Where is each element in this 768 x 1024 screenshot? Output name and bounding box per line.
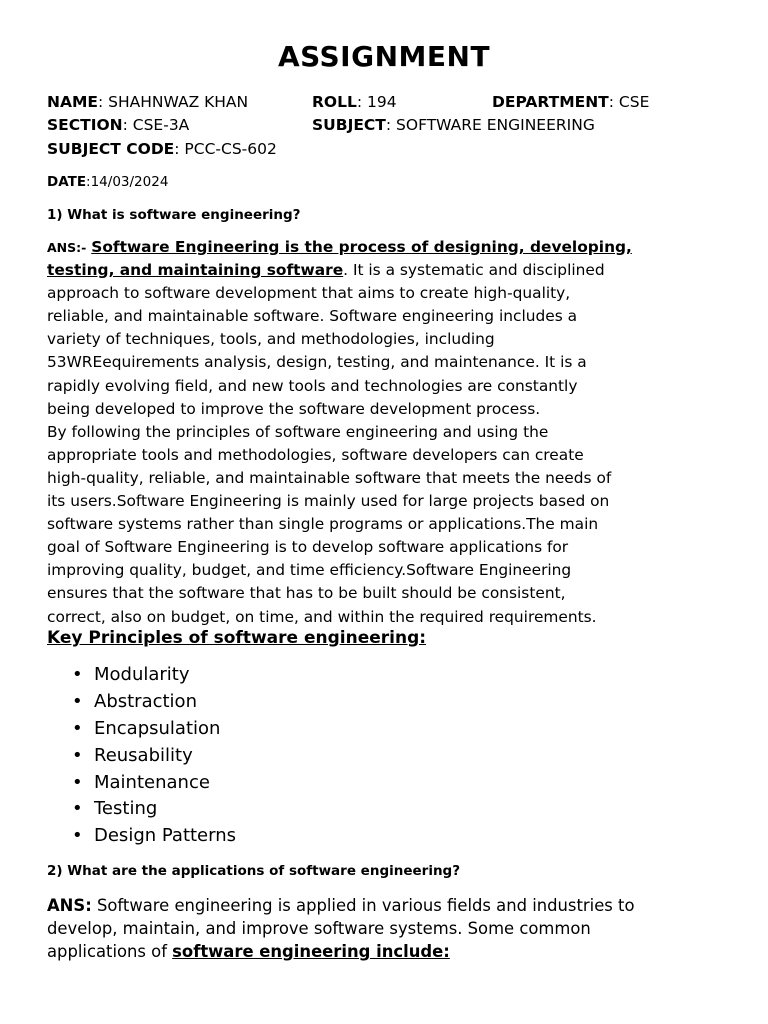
answer-1-emphasis: Software Engineering is the process of designing, developing, xyxy=(91,238,632,256)
answer-1-line xyxy=(47,536,727,559)
bullet-icon: • xyxy=(72,690,83,712)
principle-label: Reusability xyxy=(94,744,193,766)
principle-label: Maintenance xyxy=(94,771,210,793)
subject-value: : SOFTWARE ENGINEERING xyxy=(385,116,595,134)
answer-1-text: reliable, and maintainable software. Software engineering includes a xyxy=(47,307,578,326)
answer-1-text: appropriate tools and methodologies, software developers can create xyxy=(47,445,584,464)
answer-1-text: correct, also on budget, on time, and within the required requirements. xyxy=(47,607,597,626)
bullet-icon: • xyxy=(72,664,83,685)
question-1-number: 1) xyxy=(47,207,63,223)
answer-1-line xyxy=(47,351,727,374)
department-value: : CSE xyxy=(608,93,650,111)
question-2-number: 2) xyxy=(47,863,63,879)
answer-1-label: ANS:- xyxy=(47,240,87,255)
section-field xyxy=(47,116,189,134)
principle-item xyxy=(72,689,236,716)
roll-value: : 194 xyxy=(356,93,397,111)
answer-1-text: being developed to improve the software development process. xyxy=(47,399,541,418)
principle-label: Encapsulation xyxy=(94,717,221,739)
bullet-icon: • xyxy=(72,771,83,793)
question-2-text: What are the applications of software engineering? xyxy=(67,863,461,879)
subject-field xyxy=(312,116,595,134)
subject-label: SUBJECT xyxy=(312,116,386,134)
principle-label: Abstraction xyxy=(94,690,197,712)
principle-label: Design Patterns xyxy=(94,825,237,847)
principle-item xyxy=(72,662,236,689)
name-field xyxy=(47,93,248,111)
answer-1-text: improving quality, budget, and time efficiency.Software Engineering xyxy=(47,561,572,580)
name-label: NAME xyxy=(47,93,98,111)
name-value: : SHAHNWAZ KHAN xyxy=(97,93,249,111)
answer-1-text: software systems rather than single programs or applications.The main xyxy=(47,515,599,534)
answer-1-line xyxy=(47,490,727,513)
bullet-icon: • xyxy=(72,825,83,847)
bullet-icon: • xyxy=(72,744,83,766)
answer-1-line xyxy=(47,582,727,605)
answer-1-line xyxy=(47,467,727,490)
roll-label: ROLL xyxy=(312,93,357,111)
section-value: : CSE-3A xyxy=(122,116,190,134)
answer-1-text: approach to software development that aims to create high-quality, xyxy=(47,284,571,303)
answer-1-line xyxy=(47,305,727,328)
subject-code-field xyxy=(47,140,277,158)
question-2 xyxy=(47,863,460,879)
principle-item xyxy=(72,716,236,743)
answer-1-line xyxy=(47,375,727,398)
answer-2-line-1-text: Software engineering is applied in various fields and industries to xyxy=(91,896,635,915)
section-label: SECTION xyxy=(47,116,123,134)
answer-1-line xyxy=(47,444,727,467)
principle-label: Modularity xyxy=(94,664,190,685)
answer-1-line xyxy=(47,513,727,536)
question-1 xyxy=(47,207,301,223)
answer-1-text: By following the principles of software engineering and using the xyxy=(47,422,549,441)
bullet-icon: • xyxy=(72,717,83,739)
principle-item xyxy=(72,743,236,770)
principle-item xyxy=(72,770,236,797)
answer-2-line-3-text: applications of xyxy=(47,942,173,962)
question-1-text: What is software engineering? xyxy=(67,207,301,223)
date-field xyxy=(47,174,168,190)
answer-2-line-2: develop, maintain, and improve software systems. Some common xyxy=(47,919,591,939)
principles-heading: Key Principles of software engineering: xyxy=(47,628,427,648)
answer-1-text: . It is a systematic and disciplined xyxy=(343,261,605,280)
answer-2-paragraph xyxy=(47,894,727,963)
subject-code-label: SUBJECT CODE xyxy=(47,140,175,158)
answer-1-paragraph xyxy=(47,236,727,629)
answer-1-line xyxy=(47,328,727,351)
subject-code-value: : PCC-CS-602 xyxy=(174,140,277,158)
page-title: ASSIGNMENT xyxy=(277,40,491,73)
principle-item xyxy=(72,823,236,850)
principle-label: Testing xyxy=(94,798,158,820)
answer-2-line-3 xyxy=(47,940,727,963)
answer-1-line xyxy=(47,282,727,305)
answer-1-text: rapidly evolving field, and new tools and technologies are constantly xyxy=(47,376,578,395)
answer-2-label: ANS: xyxy=(47,896,92,915)
answer-2-line-1 xyxy=(47,894,727,917)
date-value: :14/03/2024 xyxy=(86,174,169,190)
answer-1-text: variety of techniques, tools, and methodologies, including xyxy=(47,330,495,349)
date-label: DATE xyxy=(47,174,87,190)
department-field xyxy=(492,93,649,111)
answer-1-line xyxy=(47,559,727,582)
roll-field xyxy=(312,93,397,111)
department-label: DEPARTMENT xyxy=(492,93,609,111)
answer-1-text: its users.Software Engineering is mainly used for large projects based on xyxy=(47,492,610,511)
bullet-icon: • xyxy=(72,798,83,820)
answer-1-line xyxy=(47,606,727,629)
answer-1-text: ensures that the software that has to be built should be consistent, xyxy=(47,584,566,603)
answer-1-line xyxy=(47,421,727,444)
answer-1-line xyxy=(47,398,727,421)
principle-item xyxy=(72,796,236,823)
answer-1-emphasis: testing, and maintaining software xyxy=(47,261,344,280)
answer-1-text: 53WREequirements analysis, design, testing, and maintenance. It is a xyxy=(47,353,587,372)
answer-1-line xyxy=(47,259,727,282)
answer-1-text: goal of Software Engineering is to develop software applications for xyxy=(47,538,569,557)
answer-1-line xyxy=(47,236,727,259)
principles-list xyxy=(72,662,236,850)
answer-1-text: high-quality, reliable, and maintainable software that meets the needs of xyxy=(47,468,612,487)
answer-2-line-3-underlined: software engineering include: xyxy=(172,942,450,962)
